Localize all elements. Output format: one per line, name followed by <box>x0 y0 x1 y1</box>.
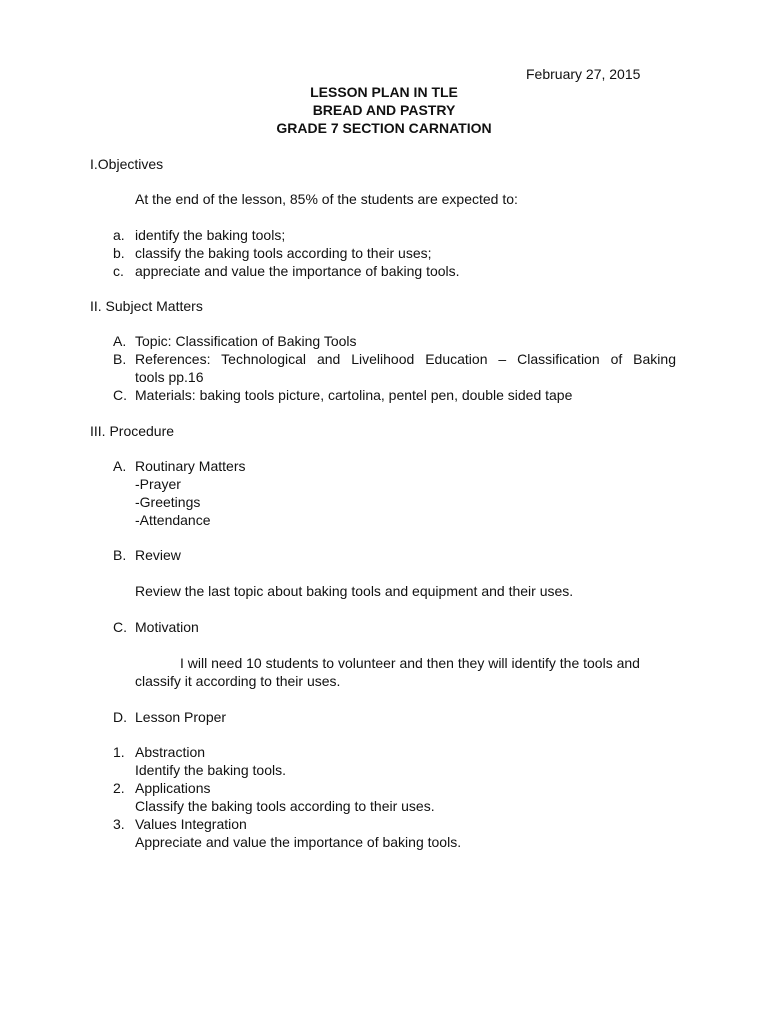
routinary-subitem: -Greetings <box>135 494 201 510</box>
subject-matter-marker: C. <box>113 387 127 403</box>
title-line-3: GRADE 7 SECTION CARNATION <box>276 120 492 136</box>
lesson-step-title: Applications <box>135 780 211 796</box>
lesson-step-marker: 2. <box>113 780 125 796</box>
subject-matters-heading: II. Subject Matters <box>90 298 203 314</box>
lesson-proper-title: Lesson Proper <box>135 709 227 725</box>
title-line-2: BREAD AND PASTRY <box>312 102 456 118</box>
routinary-matters-title: Routinary Matters <box>135 458 246 474</box>
objective-marker: c. <box>113 263 124 279</box>
subject-matter-text: References: Technological and Livelihood Education – Classification of Baking <box>135 351 676 367</box>
objective-marker: b. <box>113 245 125 261</box>
objective-text: appreciate and value the importance of baking tools. <box>135 263 460 279</box>
lesson-step-marker: 1. <box>113 744 125 760</box>
procedure-marker: A. <box>113 458 127 474</box>
objectives-intro: At the end of the lesson, 85% of the students are expected to: <box>135 191 518 207</box>
objective-text: classify the baking tools according to their uses; <box>135 245 432 261</box>
review-title: Review <box>135 547 181 563</box>
lesson-step-marker: 3. <box>113 816 125 832</box>
subject-matter-marker: A. <box>113 333 127 349</box>
routinary-subitem: -Attendance <box>135 512 211 528</box>
title-line-1: LESSON PLAN IN TLE <box>310 84 458 100</box>
lesson-step-detail: Classify the baking tools according to their uses. <box>135 798 435 814</box>
motivation-text-line-2: classify it according to their uses. <box>135 673 341 689</box>
routinary-subitem: -Prayer <box>135 476 181 492</box>
motivation-title: Motivation <box>135 619 199 635</box>
subject-matter-text: Materials: baking tools picture, cartolina, pentel pen, double sided tape <box>135 387 573 403</box>
subject-matter-text: Topic: Classification of Baking Tools <box>135 333 357 349</box>
procedure-marker: B. <box>113 547 127 563</box>
procedure-heading: III. Procedure <box>90 423 175 439</box>
motivation-text-line-1: I will need 10 students to volunteer and then they will identify the tools and <box>180 655 640 671</box>
objective-marker: a. <box>113 227 125 243</box>
lesson-step-title: Abstraction <box>135 744 206 760</box>
subject-matter-marker: B. <box>113 351 127 367</box>
subject-matter-continuation: tools pp.16 <box>135 369 204 385</box>
document-date: February 27, 2015 <box>526 66 641 82</box>
objectives-heading: I.Objectives <box>90 156 164 172</box>
objective-text: identify the baking tools; <box>135 227 286 243</box>
lesson-step-title: Values Integration <box>135 816 247 832</box>
lesson-step-detail: Appreciate and value the importance of baking tools. <box>135 834 462 850</box>
review-text: Review the last topic about baking tools and equipment and their uses. <box>135 583 574 599</box>
procedure-marker: D. <box>113 709 127 725</box>
procedure-marker: C. <box>113 619 127 635</box>
lesson-step-detail: Identify the baking tools. <box>135 762 286 778</box>
